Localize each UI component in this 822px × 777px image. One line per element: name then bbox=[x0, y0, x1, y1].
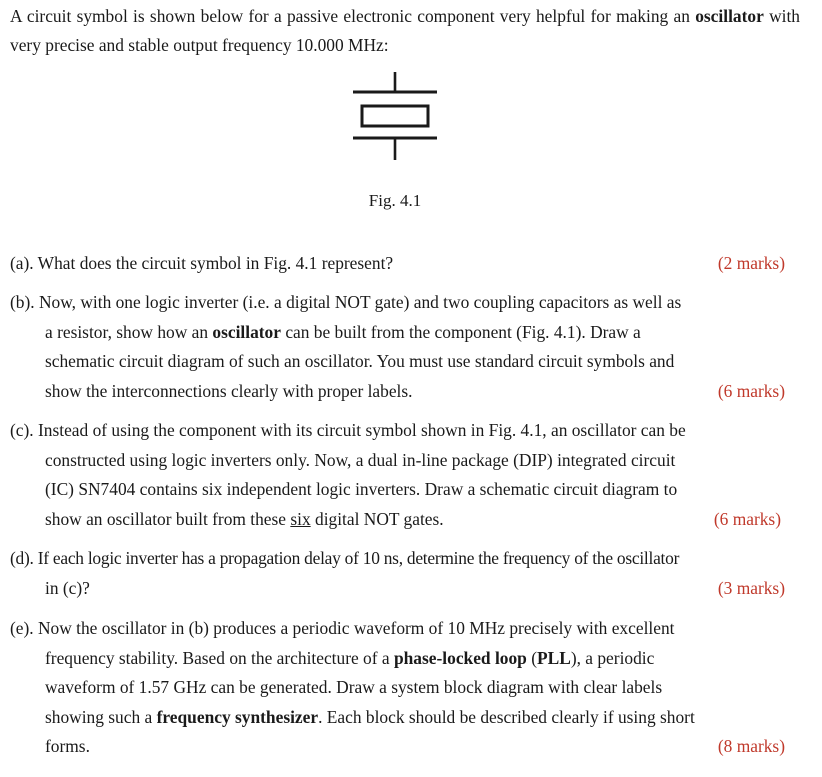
question-c-underline-six: six bbox=[290, 508, 311, 529]
question-d-marks: (3 marks) bbox=[717, 577, 785, 598]
question-e-bold-pll-name: phase-locked loop bbox=[393, 647, 527, 668]
question-c-line-1: (c). Instead of using the component with its circuit symbol shown in Fig. 4.1, an oscillator can be bbox=[10, 420, 686, 440]
intro-text-2: with very precise and stable output frequency 10.000 MHz: bbox=[10, 6, 800, 55]
question-a-marks: (2 marks) bbox=[717, 253, 785, 273]
question-e-bold-pll: PLL bbox=[536, 647, 571, 668]
question-c-marks: (6 marks) bbox=[713, 508, 781, 529]
question-b-line-3: schematic circuit diagram of such an oscillator. You must use standard circuit symbols and bbox=[45, 351, 675, 371]
intro-paragraph bbox=[10, 2, 800, 60]
question-e-line-5: forms. bbox=[45, 736, 90, 756]
question-b-marks: (6 marks) bbox=[717, 380, 785, 401]
question-a-text: (a). What does the circuit symbol in Fig. 4.1 represent? bbox=[10, 253, 394, 273]
question-c-line-4 bbox=[10, 505, 785, 535]
question-e-line-2a: frequency stability. Based on the architecture of a bbox=[45, 647, 394, 668]
question-c-line-4c: digital NOT gates. bbox=[310, 508, 444, 529]
question-e-line-4c: . Each block should be described clearly if using short bbox=[318, 706, 695, 727]
question-e-marks: (8 marks) bbox=[717, 736, 785, 756]
question-b-bold-oscillator: oscillator bbox=[212, 321, 281, 342]
question-e-line-2e: ), a periodic bbox=[570, 647, 655, 668]
question-e-line-1: (e). Now the oscillator in (b) produces a periodic waveform of 10 MHz precisely with excellent bbox=[10, 618, 675, 638]
question-c-line-2: constructed using logic inverters only. Now, a dual in-line package (DIP) integrated circuit bbox=[45, 449, 676, 470]
figure-4-1 bbox=[345, 72, 445, 162]
question-b bbox=[10, 288, 785, 406]
figure-caption: Fig. 4.1 bbox=[368, 191, 422, 210]
question-e-line-4 bbox=[10, 703, 785, 733]
intro-text-1: A circuit symbol is shown below for a passive electronic component very helpful for making an bbox=[10, 6, 690, 26]
question-d bbox=[10, 544, 785, 603]
question-e-line-2 bbox=[10, 644, 785, 674]
question-b-line-4: show the interconnections clearly with proper labels. bbox=[45, 380, 413, 401]
question-a bbox=[10, 249, 785, 279]
question-b-line-2c: can be built from the component (Fig. 4.1). Draw a bbox=[280, 321, 641, 342]
question-e bbox=[10, 614, 785, 762]
intro-bold-oscillator: oscillator bbox=[695, 6, 764, 26]
question-e-line-3: waveform of 1.57 GHz can be generated. Draw a system block diagram with clear labels bbox=[45, 677, 663, 697]
question-e-line-2c: ( bbox=[526, 647, 537, 668]
question-e-line-4a: showing such a bbox=[45, 706, 157, 727]
question-c-line-3: (IC) SN7404 contains six independent logic inverters. Draw a schematic circuit diagram to bbox=[45, 479, 678, 499]
question-d-line-1: (d). If each logic inverter has a propagation delay of 10 ns, determine the frequency of the oscillator bbox=[10, 548, 680, 568]
question-c bbox=[10, 416, 785, 534]
question-d-line-2: in (c)? bbox=[45, 577, 90, 598]
question-e-bold-frequency-synthesizer: frequency synthesizer bbox=[156, 706, 319, 727]
question-b-line-1: (b). Now, with one logic inverter (i.e. a digital NOT gate) and two coupling capacitors as well as bbox=[10, 292, 682, 312]
question-b-line-2 bbox=[10, 318, 785, 348]
question-c-line-4a: show an oscillator built from these bbox=[45, 508, 291, 529]
question-b-line-2a: a resistor, show how an bbox=[45, 321, 213, 342]
crystal-oscillator-icon bbox=[345, 72, 445, 162]
